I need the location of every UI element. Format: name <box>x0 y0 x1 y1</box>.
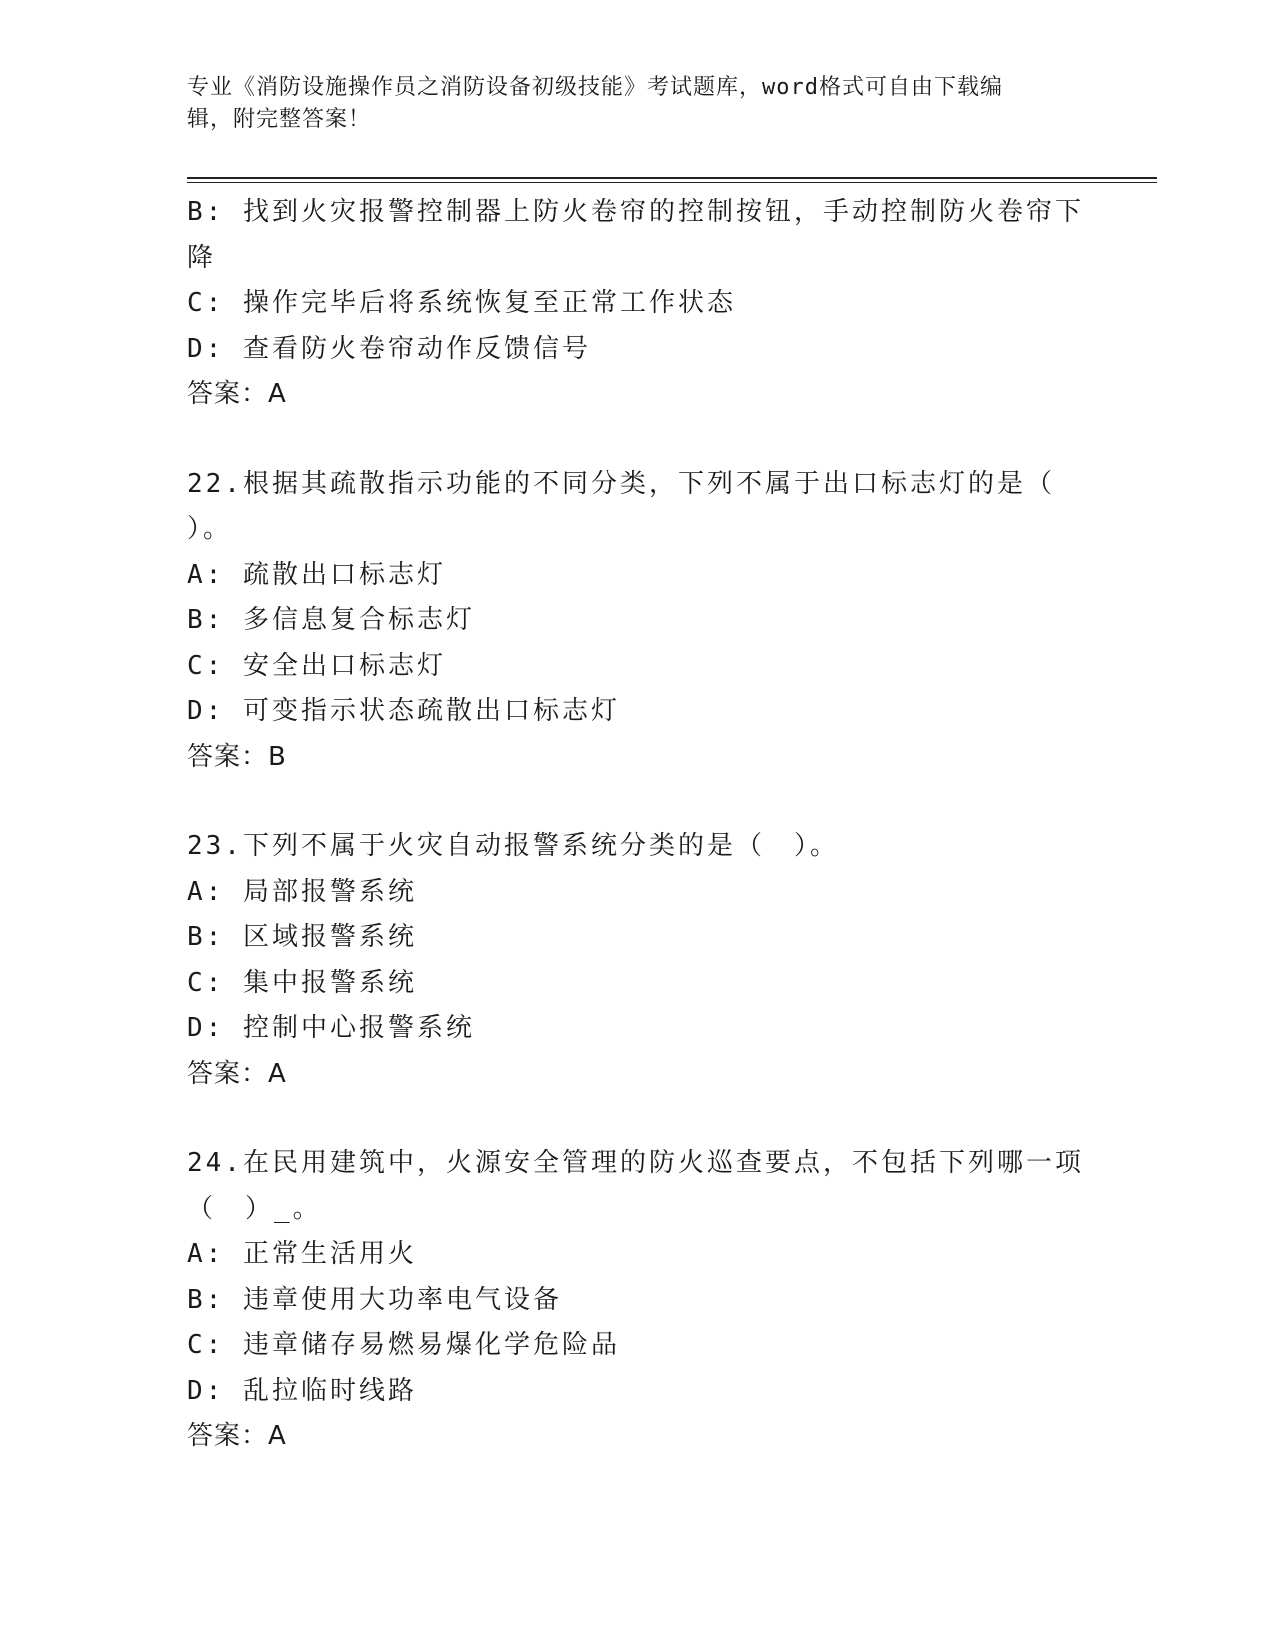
option-c: C: 操作完毕后将系统恢复至正常工作状态 <box>187 288 736 318</box>
answer: 答案：B <box>187 741 287 772</box>
option-b: B: 违章使用大功率电气设备 <box>187 1284 562 1315</box>
header-divider-thin <box>187 182 1157 183</box>
option-b: B: 多信息复合标志灯 <box>187 605 475 635</box>
option-a: A: 局部报警系统 <box>187 876 417 907</box>
question-stem-line-2: （ ）_。 <box>187 1193 322 1224</box>
option-d: D: 乱拉临时线路 <box>187 1375 417 1406</box>
question-21-continued <box>187 190 1087 418</box>
answer: 答案：A <box>187 1421 287 1451</box>
document-header <box>187 72 1077 136</box>
question-23 <box>187 824 1087 1097</box>
option-a: A: 正常生活用火 <box>187 1239 417 1269</box>
question-22 <box>187 462 1087 781</box>
option-d: D: 控制中心报警系统 <box>187 1013 475 1043</box>
question-stem-line-1: 24.在民用建筑中，火源安全管理的防火巡查要点，不包括下列哪一项 <box>187 1148 1084 1178</box>
question-stem-line-1: 23.下列不属于火灾自动报警系统分类的是（ ）。 <box>187 831 839 861</box>
option-d: D: 查看防火卷帘动作反馈信号 <box>187 333 591 364</box>
answer: 答案：A <box>187 379 287 409</box>
option-b-line-2: 降 <box>187 242 217 273</box>
question-stem-line-1: 22.根据其疏散指示功能的不同分类，下列不属于出口标志灯的是（ <box>187 468 1055 499</box>
header-divider-thick <box>187 177 1157 179</box>
option-c: C: 安全出口标志灯 <box>187 650 446 681</box>
spacer <box>187 418 1087 462</box>
question-stem-line-2: ）。 <box>187 514 233 544</box>
option-d: D: 可变指示状态疏散出口标志灯 <box>187 696 620 726</box>
option-c: C: 违章储存易燃易爆化学危险品 <box>187 1330 620 1360</box>
option-b-line-1: B: 找到火灾报警控制器上防火卷帘的控制按钮，手动控制防火卷帘下 <box>187 197 1084 227</box>
option-c: C: 集中报警系统 <box>187 967 417 998</box>
spacer <box>187 1097 1087 1141</box>
option-b: B: 区域报警系统 <box>187 922 417 952</box>
header-line-1: 专业《消防设施操作员之消防设备初级技能》考试题库，word格式可自由下载编 <box>187 75 1003 100</box>
question-24 <box>187 1141 1087 1460</box>
answer: 答案：A <box>187 1058 287 1089</box>
spacer <box>187 780 1087 824</box>
question-list <box>187 190 1087 1460</box>
option-a: A: 疏散出口标志灯 <box>187 559 446 590</box>
header-line-2: 辑，附完整答案！ <box>187 107 372 132</box>
